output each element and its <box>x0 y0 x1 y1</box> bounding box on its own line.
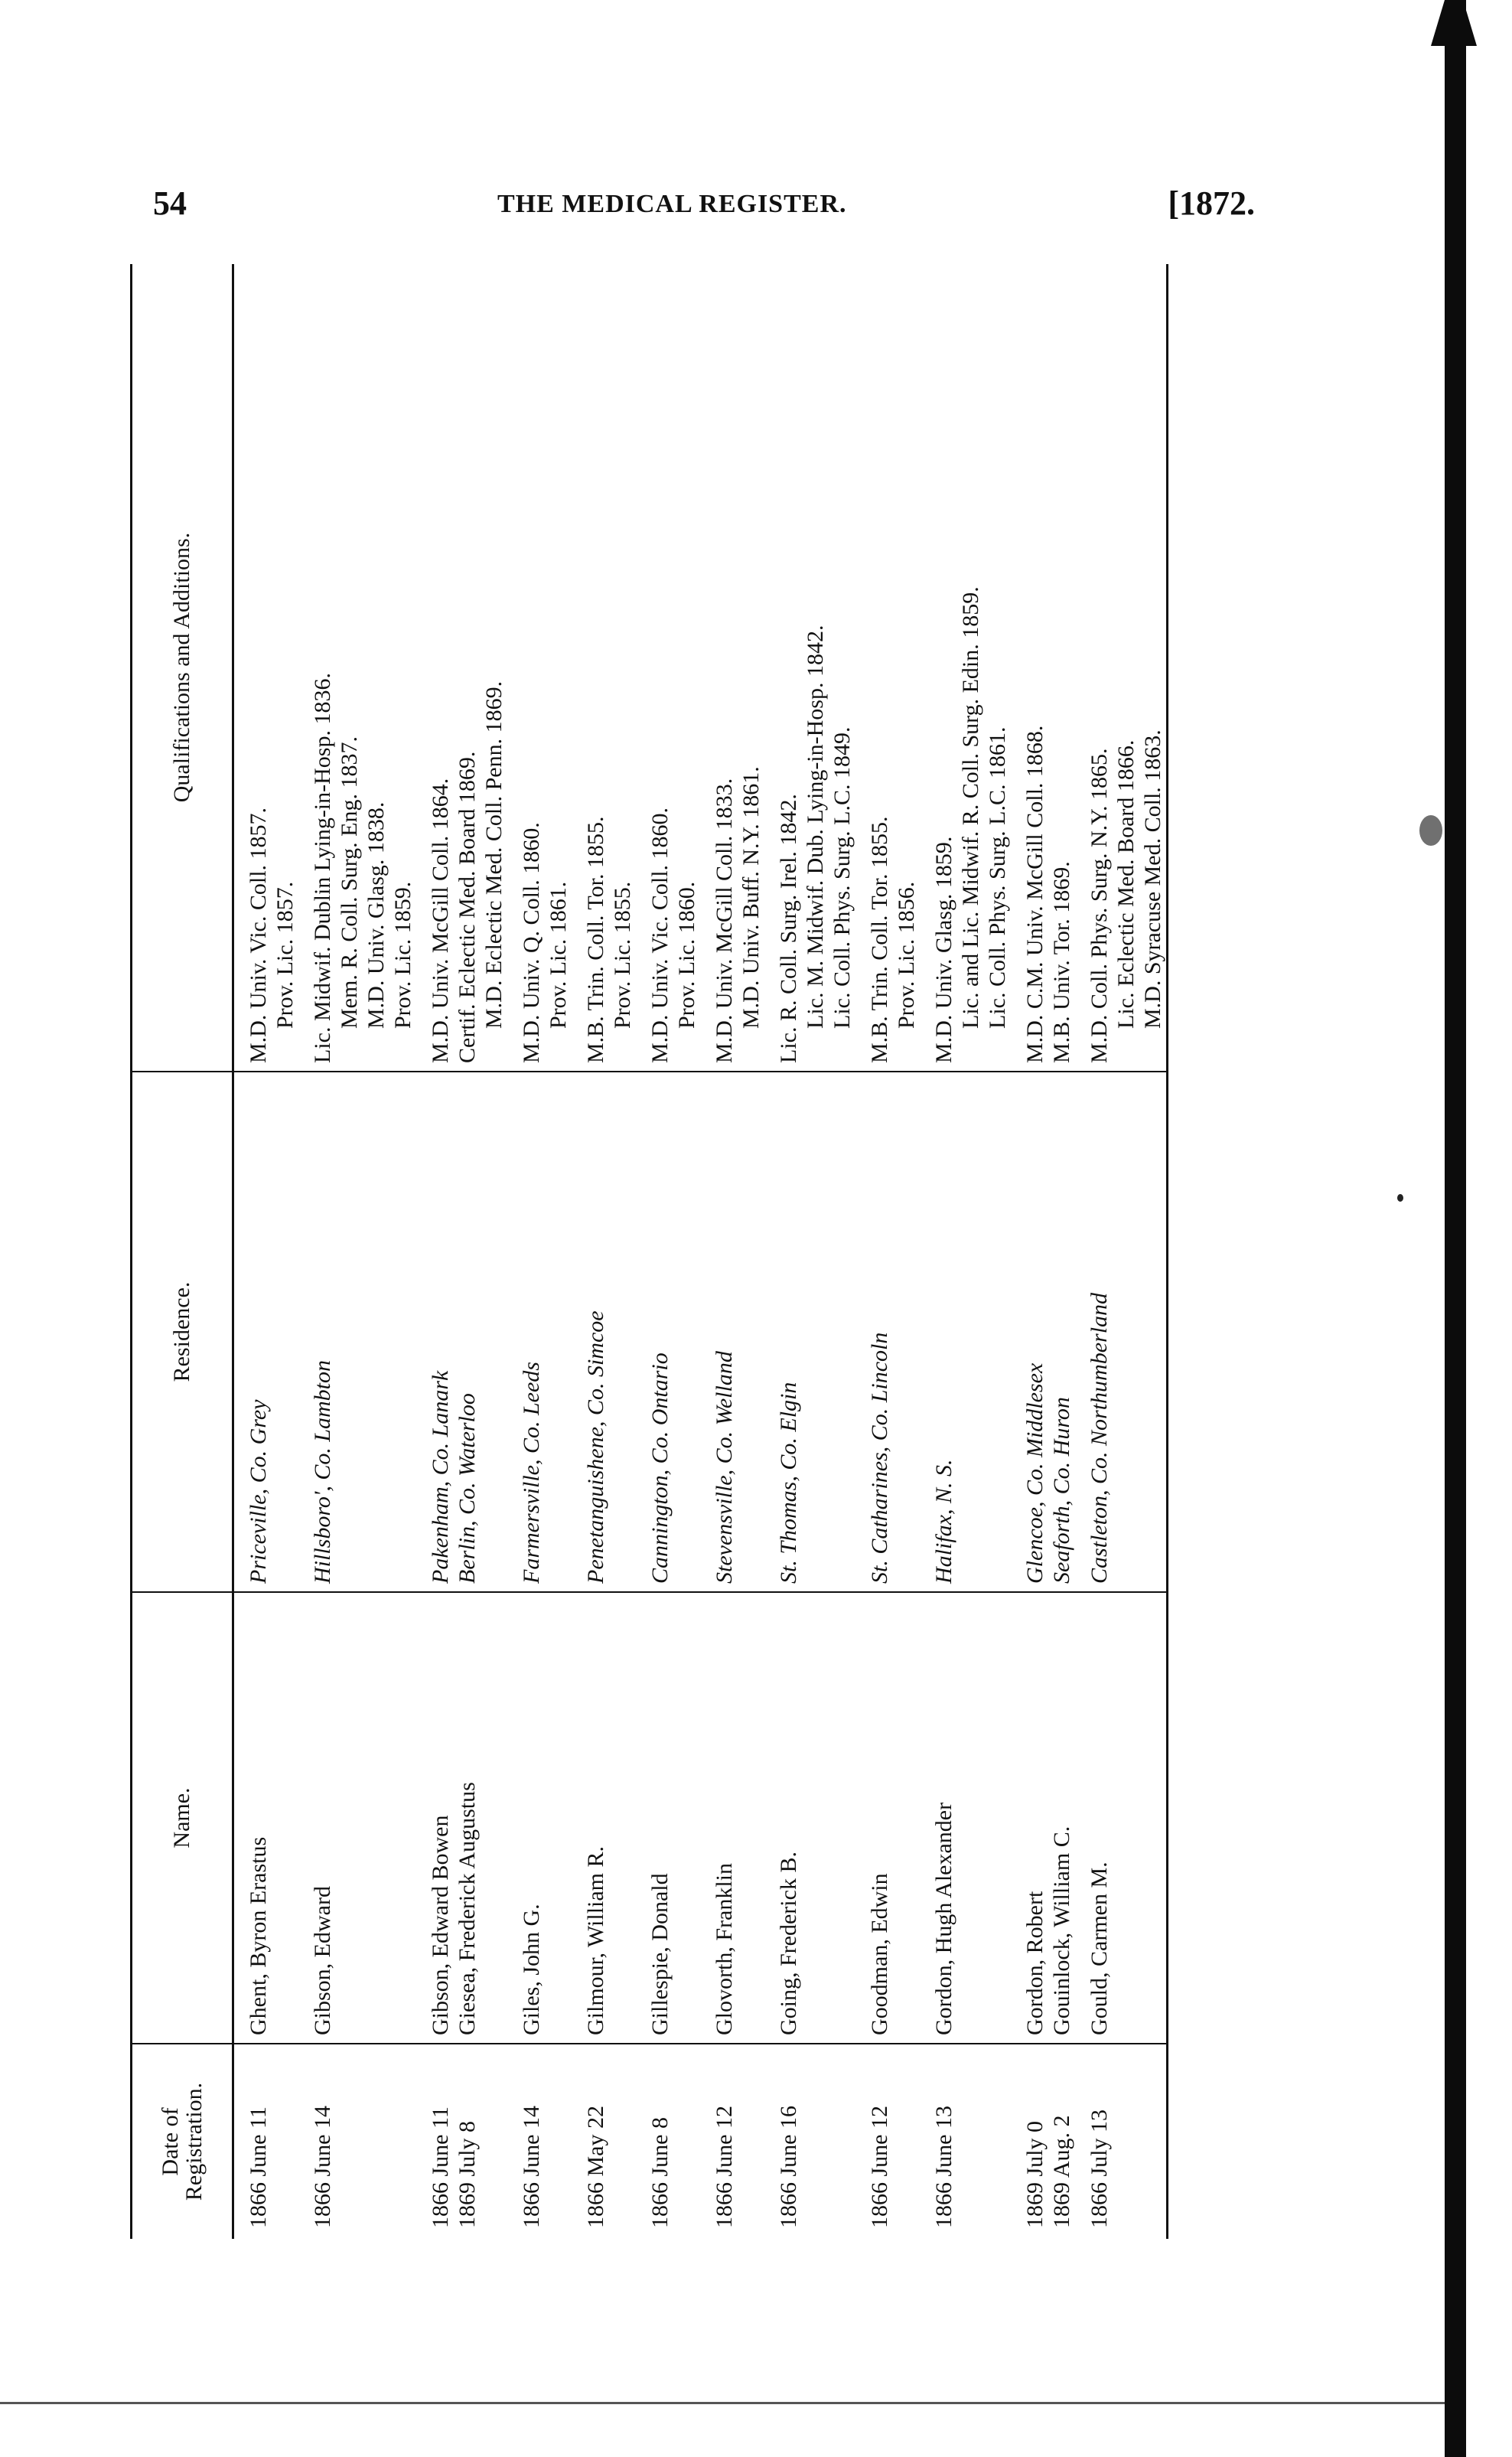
registration-date: 1866 June 14 <box>519 2106 544 2228</box>
practitioner-name: Ghent, Byron Erastus <box>246 1836 271 2035</box>
qualifications-cell <box>1022 264 1048 1072</box>
page-title: THE MEDICAL REGISTER. <box>497 190 847 218</box>
practitioner-name-cell <box>1022 1592 1048 2044</box>
residence: Farmersville, Co. Leeds <box>519 1362 544 1584</box>
qualifications-cell <box>245 264 298 1072</box>
practitioner-name: Gordon, Robert <box>1022 1891 1048 2035</box>
table-row <box>775 264 855 2239</box>
registration-date: 1866 June 8 <box>647 2117 673 2228</box>
page-number: 54 <box>153 184 187 222</box>
column-header-date: Date of Registration. <box>132 2044 233 2239</box>
table-spacer-row <box>416 264 427 2239</box>
qualification-line: M.D. Univ. Vic. Coll. 1860. <box>647 807 673 1063</box>
registration-date-cell <box>582 2044 636 2239</box>
residence: Seaforth, Co. Huron <box>1049 1397 1074 1584</box>
table-spacer-row <box>920 264 930 2239</box>
qualification-line: M.D. Univ. Glasg. 1838. <box>363 801 389 1029</box>
registration-date-cell <box>711 2044 764 2239</box>
qualifications-cell <box>309 264 416 1072</box>
table-row <box>711 264 764 2239</box>
practitioner-name: Giesea, Frederick Augustus <box>455 1782 480 2035</box>
table-row <box>518 264 572 2239</box>
practitioner-name-cell <box>454 1592 507 2044</box>
table-spacer-row <box>855 264 866 2239</box>
practitioner-name-cell <box>866 1592 920 2044</box>
qualification-line: M.D. Univ. Q. Coll. 1860. <box>519 822 544 1063</box>
ink-blot <box>1419 815 1442 846</box>
qualification-line: Lic. M. Midwif. Dub. Lying-in-Hosp. 1842. <box>803 625 828 1029</box>
registration-date: 1866 July 13 <box>1087 2109 1112 2228</box>
residence-cell <box>930 1072 1011 1592</box>
qualification-line: Lic. Coll. Phys. Surg. L.C. 1849. <box>829 726 855 1029</box>
practitioner-name-cell <box>427 1592 454 2044</box>
table-body <box>233 264 1168 2239</box>
registration-date: 1866 June 11 <box>428 2106 453 2228</box>
table-row <box>647 264 700 2239</box>
residence-cell <box>1048 1072 1075 1592</box>
column-header-qualifications: Qualifications and Additions. <box>132 264 233 1072</box>
table-row <box>454 264 507 2239</box>
practitioner-name-cell <box>245 1592 298 2044</box>
residence-cell <box>245 1072 298 1592</box>
qualification-line: M.B. Univ. Tor. 1869. <box>1049 861 1074 1063</box>
page-header <box>145 182 1263 228</box>
qualifications-cell <box>518 264 572 1072</box>
table-spacer-row <box>1075 264 1086 2239</box>
qualification-line: Certif. Eclectic Med. Board 1869. <box>455 751 480 1063</box>
qualification-line: M.D. Univ. Vic. Coll. 1857. <box>246 807 271 1063</box>
qualification-line: Prov. Lic. 1855. <box>610 881 635 1029</box>
practitioner-name-cell <box>582 1592 636 2044</box>
residence-cell <box>427 1072 454 1592</box>
registration-date: 1866 June 14 <box>310 2106 335 2228</box>
table-spacer-row <box>572 264 582 2239</box>
qualification-line: M.D. Univ. McGill Coll. 1864. <box>428 778 453 1063</box>
qualification-line: M.D. C.M. Univ. McGill Coll. 1868. <box>1022 725 1048 1063</box>
residence: Berlin, Co. Waterloo <box>455 1393 480 1584</box>
page-binding-edge-top <box>1431 0 1477 46</box>
registration-date-cell <box>309 2044 416 2239</box>
qualifications-cell <box>1048 264 1075 1072</box>
qualifications-cell <box>930 264 1011 1072</box>
practitioner-name-cell <box>930 1592 1011 2044</box>
residence-cell <box>309 1072 416 1592</box>
qualification-line: Lic. Midwif. Dublin Lying-in-Hosp. 1836. <box>310 673 335 1063</box>
qualification-line: Lic. Eclectic Med. Board 1866. <box>1113 739 1139 1029</box>
residence: Castleton, Co. Northumberland <box>1087 1292 1112 1584</box>
table-row <box>309 264 416 2239</box>
residence-cell <box>1086 1072 1168 1592</box>
table-spacer-row <box>233 264 246 2239</box>
qualification-line: M.B. Trin. Coll. Tor. 1855. <box>583 816 608 1063</box>
table-row <box>866 264 920 2239</box>
table-row <box>582 264 636 2239</box>
registration-date: 1869 July 8 <box>455 2120 480 2228</box>
table-spacer-row <box>700 264 711 2239</box>
residence: Glencoe, Co. Middlesex <box>1022 1362 1048 1584</box>
practitioner-name: Gibson, Edward <box>310 1886 335 2035</box>
register-table <box>130 264 1168 2239</box>
practitioner-name: Going, Frederick B. <box>776 1852 801 2035</box>
practitioner-name-cell <box>1086 1592 1168 2044</box>
registration-date-cell <box>866 2044 920 2239</box>
qualifications-cell <box>866 264 920 1072</box>
table-spacer-row <box>636 264 647 2239</box>
rotated-table-frame <box>130 264 1293 2239</box>
qualifications-cell <box>647 264 700 1072</box>
column-header-name: Name. <box>132 1592 233 2044</box>
practitioner-name: Gouinlock, William C. <box>1049 1826 1074 2035</box>
qualifications-cell <box>711 264 764 1072</box>
registration-date: 1866 June 12 <box>867 2106 892 2228</box>
qualification-line: M.D. Univ. Glasg. 1859. <box>931 836 956 1063</box>
qualification-line: Prov. Lic. 1859. <box>390 881 415 1029</box>
registration-date-cell <box>775 2044 855 2239</box>
registration-date: 1869 Aug. 2 <box>1049 2115 1074 2228</box>
qualification-line: Prov. Lic. 1860. <box>674 881 699 1029</box>
residence-cell <box>866 1072 920 1592</box>
registration-date-cell <box>427 2044 454 2239</box>
table-row <box>1022 264 1048 2239</box>
table-row <box>1048 264 1075 2239</box>
table-row <box>245 264 298 2239</box>
registration-date-cell <box>1086 2044 1168 2239</box>
practitioner-name-cell <box>309 1592 416 2044</box>
residence: Stevensville, Co. Welland <box>712 1351 737 1584</box>
registration-date-cell <box>930 2044 1011 2239</box>
qualification-line: M.D. Eclectic Med. Coll. Penn. 1869. <box>481 680 507 1029</box>
practitioner-name: Giles, John G. <box>519 1904 544 2035</box>
practitioner-name: Glovorth, Franklin <box>712 1863 737 2035</box>
qualification-line: Lic. Coll. Phys. Surg. L.C. 1861. <box>985 726 1010 1029</box>
qualifications-cell <box>427 264 454 1072</box>
residence: Hillsboro', Co. Lambton <box>310 1359 335 1584</box>
registration-date: 1866 May 22 <box>583 2106 608 2228</box>
practitioner-name: Gillespie, Donald <box>647 1873 673 2035</box>
residence: St. Catharines, Co. Lincoln <box>867 1332 892 1584</box>
residence-cell <box>1022 1072 1048 1592</box>
qualifications-cell <box>454 264 507 1072</box>
registration-date: 1869 July 0 <box>1022 2120 1048 2228</box>
register-table-region <box>130 264 1293 2239</box>
registration-date-cell <box>245 2044 298 2239</box>
practitioner-name: Gilmour, William R. <box>583 1845 608 2035</box>
registration-date-cell <box>454 2044 507 2239</box>
table-row <box>1086 264 1168 2239</box>
table-spacer-row <box>1011 264 1022 2239</box>
column-header-residence: Residence. <box>132 1072 233 1592</box>
table-row <box>930 264 1011 2239</box>
qualification-line: M.D. Univ. Buff. N.Y. 1861. <box>738 766 764 1029</box>
ink-speck <box>1397 1194 1403 1202</box>
residence-cell <box>454 1072 507 1592</box>
registration-date: 1866 June 13 <box>931 2106 956 2228</box>
table-spacer-row <box>507 264 518 2239</box>
qualifications-cell <box>775 264 855 1072</box>
qualification-line: Lic. and Lic. Midwif. R. Coll. Surg. Edin. 1859. <box>958 586 983 1029</box>
practitioner-name: Gordon, Hugh Alexander <box>931 1802 956 2035</box>
qualification-line: Mem. R. Coll. Surg. Eng. 1837. <box>337 736 362 1029</box>
page-year: [1872. <box>1168 184 1255 222</box>
residence-cell <box>775 1072 855 1592</box>
practitioner-name: Goodman, Edwin <box>867 1873 892 2035</box>
qualification-line: M.D. Coll. Phys. Surg. N.Y. 1865. <box>1087 748 1112 1063</box>
registration-date: 1866 June 16 <box>776 2106 801 2228</box>
practitioner-name-cell <box>711 1592 764 2044</box>
registration-date: 1866 June 11 <box>246 2106 271 2228</box>
practitioner-name-cell <box>647 1592 700 2044</box>
residence-cell <box>518 1072 572 1592</box>
qualification-line: Lic. R. Coll. Surg. Irel. 1842. <box>776 794 801 1063</box>
practitioner-name: Gould, Carmen M. <box>1087 1862 1112 2035</box>
qualification-line: M.D. Univ. McGill Coll. 1833. <box>712 778 737 1063</box>
residence: St. Thomas, Co. Elgin <box>776 1382 801 1584</box>
qualifications-cell <box>1086 264 1168 1072</box>
qualification-line: Prov. Lic. 1857. <box>272 881 298 1029</box>
table-header-row <box>132 264 233 2239</box>
residence: Penetanguishene, Co. Simcoe <box>583 1310 608 1584</box>
table-spacer-row <box>298 264 309 2239</box>
registration-date-cell <box>518 2044 572 2239</box>
residence: Halifax, N. S. <box>931 1459 956 1584</box>
residence-cell <box>582 1072 636 1592</box>
residence-cell <box>711 1072 764 1592</box>
registration-date-cell <box>1022 2044 1048 2239</box>
registration-date-cell <box>647 2044 700 2239</box>
practitioner-name-cell <box>1048 1592 1075 2044</box>
page-bottom-rule <box>0 2402 1445 2404</box>
residence: Priceville, Co. Grey <box>246 1399 271 1584</box>
table-spacer-row <box>764 264 775 2239</box>
qualification-line: Prov. Lic. 1856. <box>894 881 919 1029</box>
table-row <box>427 264 454 2239</box>
qualification-line: Prov. Lic. 1861. <box>546 881 571 1029</box>
qualifications-cell <box>582 264 636 1072</box>
qualification-line: M.B. Trin. Coll. Tor. 1855. <box>867 816 892 1063</box>
practitioner-name-cell <box>518 1592 572 2044</box>
qualification-line: M.D. Syracuse Med. Coll. 1863. <box>1140 729 1165 1029</box>
page-binding-edge <box>1445 0 1466 2457</box>
practitioner-name: Gibson, Edward Bowen <box>428 1815 453 2035</box>
residence: Cannington, Co. Ontario <box>647 1352 673 1584</box>
registration-date-cell <box>1048 2044 1075 2239</box>
residence: Pakenham, Co. Lanark <box>428 1370 453 1584</box>
residence-cell <box>647 1072 700 1592</box>
practitioner-name-cell <box>775 1592 855 2044</box>
registration-date: 1866 June 12 <box>712 2106 737 2228</box>
